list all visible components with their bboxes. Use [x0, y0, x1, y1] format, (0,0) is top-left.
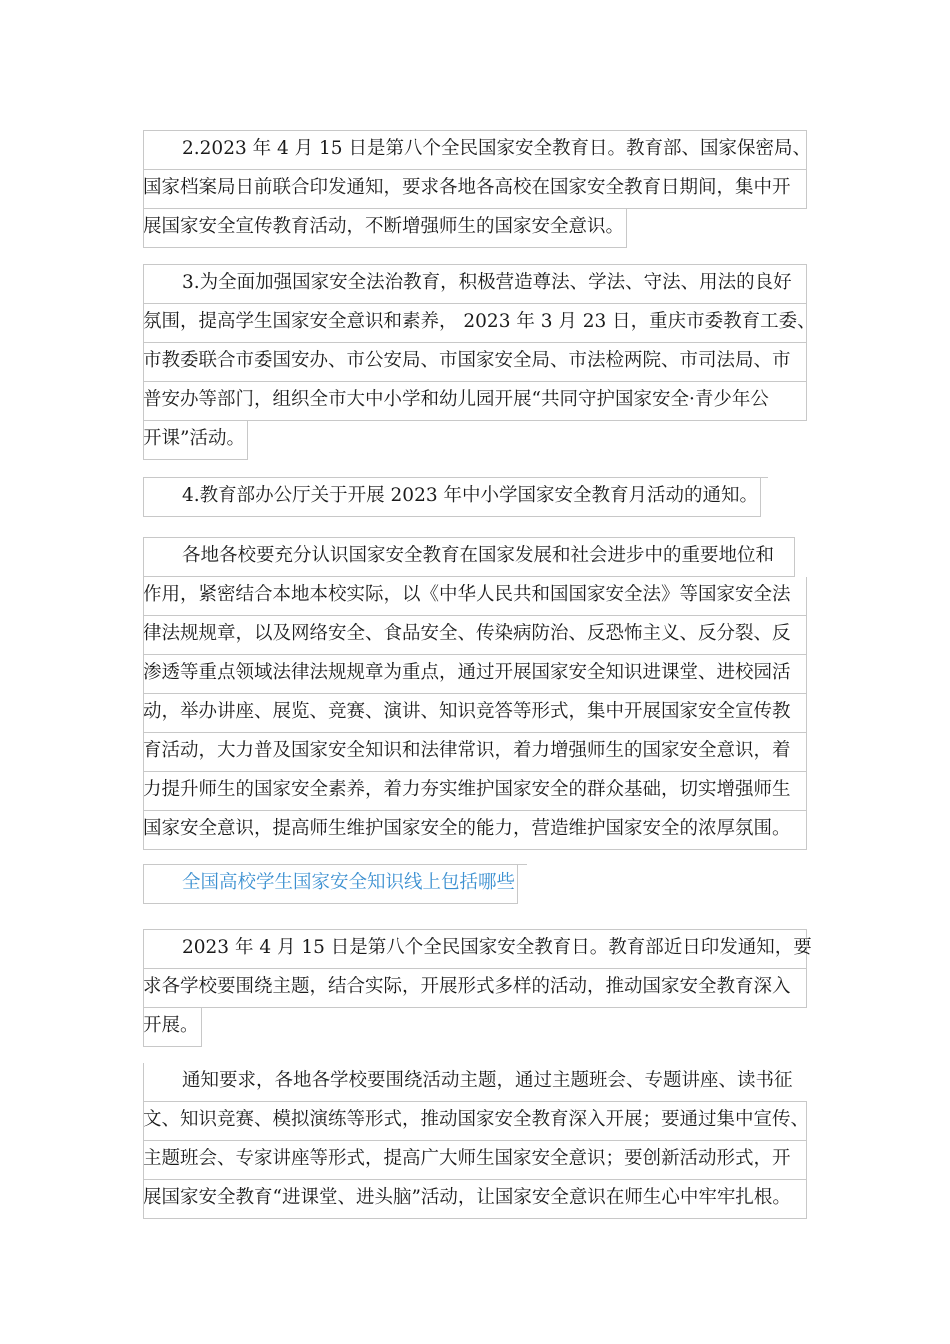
- paragraph-3: [143, 265, 816, 460]
- text-line: 市教委联合市委国安办、市公安局、市国家安全局、市法检两院、市司法局、市: [143, 343, 807, 382]
- text-line: 开课”活动。: [143, 421, 248, 460]
- text-line: 各地各校要充分认识国家安全教育在国家发展和社会进步中的重要地位和: [143, 538, 795, 577]
- text-line: 力提升师生的国家安全素养，着力夯实维护国家安全的群众基础，切实增强师生: [143, 772, 807, 811]
- text-line: 主题班会、专家讲座等形式，提高广大师生国家安全意识；要创新活动形式，开: [143, 1141, 807, 1180]
- text-line: 开展。: [143, 1008, 202, 1047]
- text-line: 2023 年 4 月 15 日是第八个全民国家安全教育日。教育部近日印发通知，要: [143, 930, 807, 969]
- paragraph-requirements: [143, 1063, 810, 1219]
- section-heading[interactable]: [143, 865, 807, 904]
- paragraph-4: [143, 478, 807, 517]
- text-line: 3.为全面加强国家安全法治教育，积极营造尊法、学法、守法、用法的良好: [143, 265, 807, 304]
- text-line: 文、知识竞赛、模拟演练等形式，推动国家安全教育深入开展；要通过集中宣传、: [143, 1102, 807, 1141]
- text-line: 2.2023 年 4 月 15 日是第八个全民国家安全教育日。教育部、国家保密局、: [143, 131, 807, 170]
- heading-link[interactable]: 全国高校学生国家安全知识线上包括哪些: [143, 865, 518, 904]
- text-line: 展国家安全宣传教育活动，不断增强师生的国家安全意识。: [143, 209, 627, 248]
- text-line: 通知要求，各地各学校要围绕活动主题，通过主题班会、专题讲座、读书征: [143, 1063, 807, 1102]
- text-line: 作用，紧密结合本地本校实际，以《中华人民共和国国家安全法》等国家安全法: [143, 577, 807, 616]
- text-line: 4.教育部办公厅关于开展 2023 年中小学国家安全教育月活动的通知。: [143, 478, 761, 517]
- text-line: 普安办等部门，组织全市大中小学和幼儿园开展“共同守护国家安全·青少年公: [143, 382, 807, 421]
- text-line: 动，举办讲座、展览、竞赛、演讲、知识竞答等形式，集中开展国家安全宣传教: [143, 694, 807, 733]
- paragraph-2: [143, 131, 811, 248]
- text-line: 渗透等重点领域法律法规规章为重点，通过开展国家安全知识进课堂、进校园活: [143, 655, 807, 694]
- text-line: 国家安全意识，提高师生维护国家安全的能力，营造维护国家安全的浓厚氛围。: [143, 811, 807, 850]
- paragraph-body: [143, 538, 807, 850]
- text-line: 展国家安全教育“进课堂、进头脑”活动，让国家安全意识在师生心中牢牢扎根。: [143, 1180, 807, 1219]
- text-line: 氛围，提高学生国家安全意识和素养， 2023 年 3 月 23 日，重庆市委教育工委、: [143, 304, 807, 343]
- text-line: 律法规规章，以及网络安全、食品安全、传染病防治、反恐怖主义、反分裂、反: [143, 616, 807, 655]
- text-line: 求各学校要围绕主题，结合实际，开展形式多样的活动，推动国家安全教育深入: [143, 969, 807, 1008]
- text-line: 育活动，大力普及国家安全知识和法律常识，着力增强师生的国家安全意识，着: [143, 733, 807, 772]
- paragraph-notice: [143, 930, 812, 1047]
- text-line: 国家档案局日前联合印发通知，要求各地各高校在国家安全教育日期间，集中开: [143, 170, 807, 209]
